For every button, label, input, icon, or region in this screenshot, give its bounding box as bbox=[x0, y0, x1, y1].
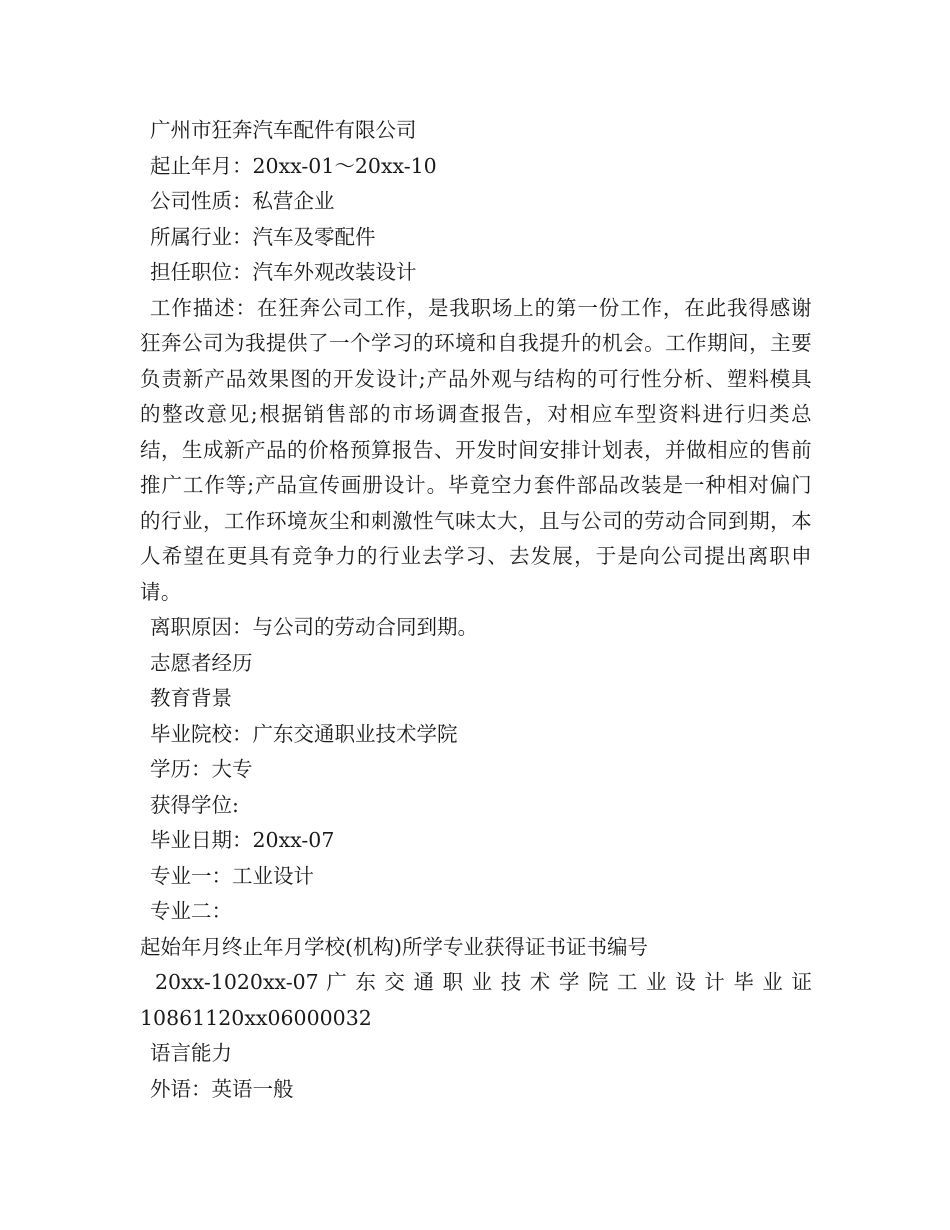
company-type: 公司性质：私营企业 bbox=[150, 189, 335, 213]
degree-level: 学历：大专 bbox=[150, 757, 253, 781]
certificate-number: 10861120xx06000032 bbox=[140, 1005, 372, 1030]
resume-content bbox=[140, 113, 812, 1107]
industry: 所属行业：汽车及零配件 bbox=[150, 224, 376, 249]
leave-reason: 离职原因：与公司的劳动合同到期。 bbox=[150, 615, 478, 639]
volunteer-heading: 志愿者经历 bbox=[150, 650, 253, 675]
job-description: 工作描述：在狂奔公司工作，是我职场上的第一份工作，在此我得感谢狂奔公司为我提供了一个学习的环境和自我提升的机会。工作期间，主要负责新产品效果图的开发设计;产品外观与结构的可行性分析、塑料模具的整改意见;根据销售部的市场调查报告，对相应车型资料进行归类总结，生成新产品的价格预算报告、开发时间安排计划表，并做相应的售前推广工作等;产品宣传画册设计。毕竟空力套件部品改装是一种相对偏门的行业，工作环境灰尘和刺激性气味太大，且与公司的劳动合同到期，本人希望在更具有竞争力的行业去学习、去发展，于是向公司提出离职申请。 bbox=[140, 295, 812, 604]
school: 毕业院校：广东交通职业技术学院 bbox=[150, 721, 458, 746]
education-heading: 教育背景 bbox=[150, 686, 232, 710]
certificate-row: 20xx-1020xx-07 广 东 交 通 职 业 技 术 学 院 工 业 设 计 毕 业 证 bbox=[155, 970, 812, 994]
company-name: 广州市狂奔汽车配件有限公司 bbox=[150, 118, 417, 142]
language-heading: 语言能力 bbox=[150, 1041, 232, 1065]
certificate-table-header: 起始年月终止年月学校(机构)所学专业获得证书证书编号 bbox=[140, 934, 648, 959]
employment-period: 起止年月：20xx-01～20xx-10 bbox=[150, 153, 437, 178]
degree: 获得学位: bbox=[150, 792, 239, 817]
major-one: 专业一：工业设计 bbox=[150, 863, 314, 888]
graduation-date: 毕业日期：20xx-07 bbox=[150, 828, 335, 852]
foreign-language: 外语：英语一般 bbox=[150, 1076, 294, 1101]
position: 担任职位：汽车外观改装设计 bbox=[150, 260, 417, 284]
major-two: 专业二： bbox=[150, 899, 232, 923]
